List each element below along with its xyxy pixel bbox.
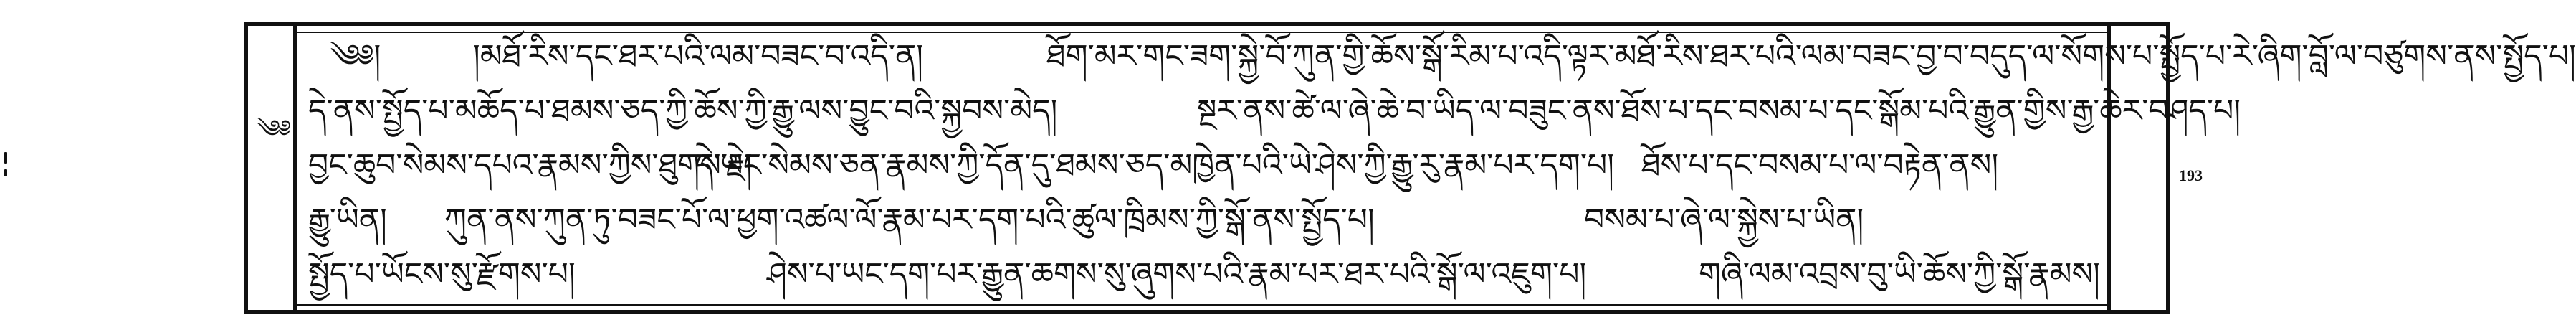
text-line [308,89,2241,133]
scan-speck [4,169,7,176]
text-segment: དེ་ཡང་སེམས་ཅན་རྣམས་ཀྱི་དོན་དུ་ཐམས་ཅད་མཁྱེན་པའི་ཡེ་ཤེས་ཀྱི་རྒྱུ་རུ་རྣམ་པར་དག་པ། [695,147,1615,184]
text-segment: ཐོས་པ་དང་བསམ་པ་ལ་བརྟེན་ནས། [1641,147,1999,184]
text-segment: སྔར་ནས་ཚེ་ལ་ཞེ་ཆེ་བ་ཡིད་ལ་བཟུང་ནས་ཐོས་པ་དང་བསམ་པ་དང་སྒོམ་པའི་རྒྱུན་གྱིས་རྒྱ་ཆེར་བཤད་པ། [1197,93,2241,129]
text-segment: ཤེས་པ་ཡང་དག་པར་རྒྱུན་ཆགས་སུ་ཞུགས་པའི་རྣམ་པར་ཐར་པའི་སྒོ་ལ་འཇུག་པ། [767,256,1587,293]
inner-rule-bottom [297,304,2107,306]
text-segment: གཞི་ལམ་འབྲས་བུ་ཡི་ཆོས་ཀྱི་སྒོ་རྣམས། [1699,256,2100,293]
scan-speck [4,152,7,164]
text-segment: སྤྱོད་པ་ཡོངས་སུ་རྫོགས་པ། [308,256,576,293]
text-line [308,198,2100,242]
text-segment: བསམ་པ་ཞེ་ལ་སྐྱེས་པ་ཡིན། [1584,202,1864,238]
inner-rule-top [297,32,2107,33]
text-segment: ཐོག་མར་གང་ཟག་སྐྱེ་བོ་ཀུན་གྱི་ཆོས་སྒོ་རིམ་པ་འདི་ལྟར་མཐོ་རིས་ཐར་པའི་ལམ་བཟང་བྱ་བ་བདུད་ལ་སོགས་པ་སྤྱོད་པ་རེ་ཞིག་བློ་ལ་བཙུགས་ནས་སྤྱོད་པ། [1046,38,2576,75]
text-segment: །མཐོ་རིས་དང་ཐར་པའི་ལམ་བཟང་བ་འདི་ན། [473,38,924,75]
text-segment: ཀུན་ནས་ཀུན་ཏུ་བཟང་པོ་ལ་ཕྱག་འཚལ་ལོ་རྣམ་པར་དག་པའི་ཚུལ་ཁྲིམས་ཀྱི་སྒོ་ནས་སྤྱོད་པ། [444,202,1375,238]
text-line [308,34,2576,79]
text-line [308,143,2100,188]
text-segment: རྒྱུ་ཡིན། [308,202,387,238]
folio-number: 193 [2179,166,2203,184]
text-segment: ༄༅། [330,38,381,75]
text-segment: དེ་ནས་སྤྱོད་པ་མཆོད་པ་ཐམས་ཅད་ཀྱི་ཆོས་ཀྱི་རྒྱུ་ལས་བྱུང་བའི་སྐྱབས་མེད། [308,93,1058,129]
text-segment: བྱང་ཆུབ་སེམས་དཔའ་རྣམས་ཀྱིས་ཐུགས་རྗེ། [308,147,753,184]
margin-label: ༄༅ [257,115,291,143]
text-line [308,253,2100,297]
